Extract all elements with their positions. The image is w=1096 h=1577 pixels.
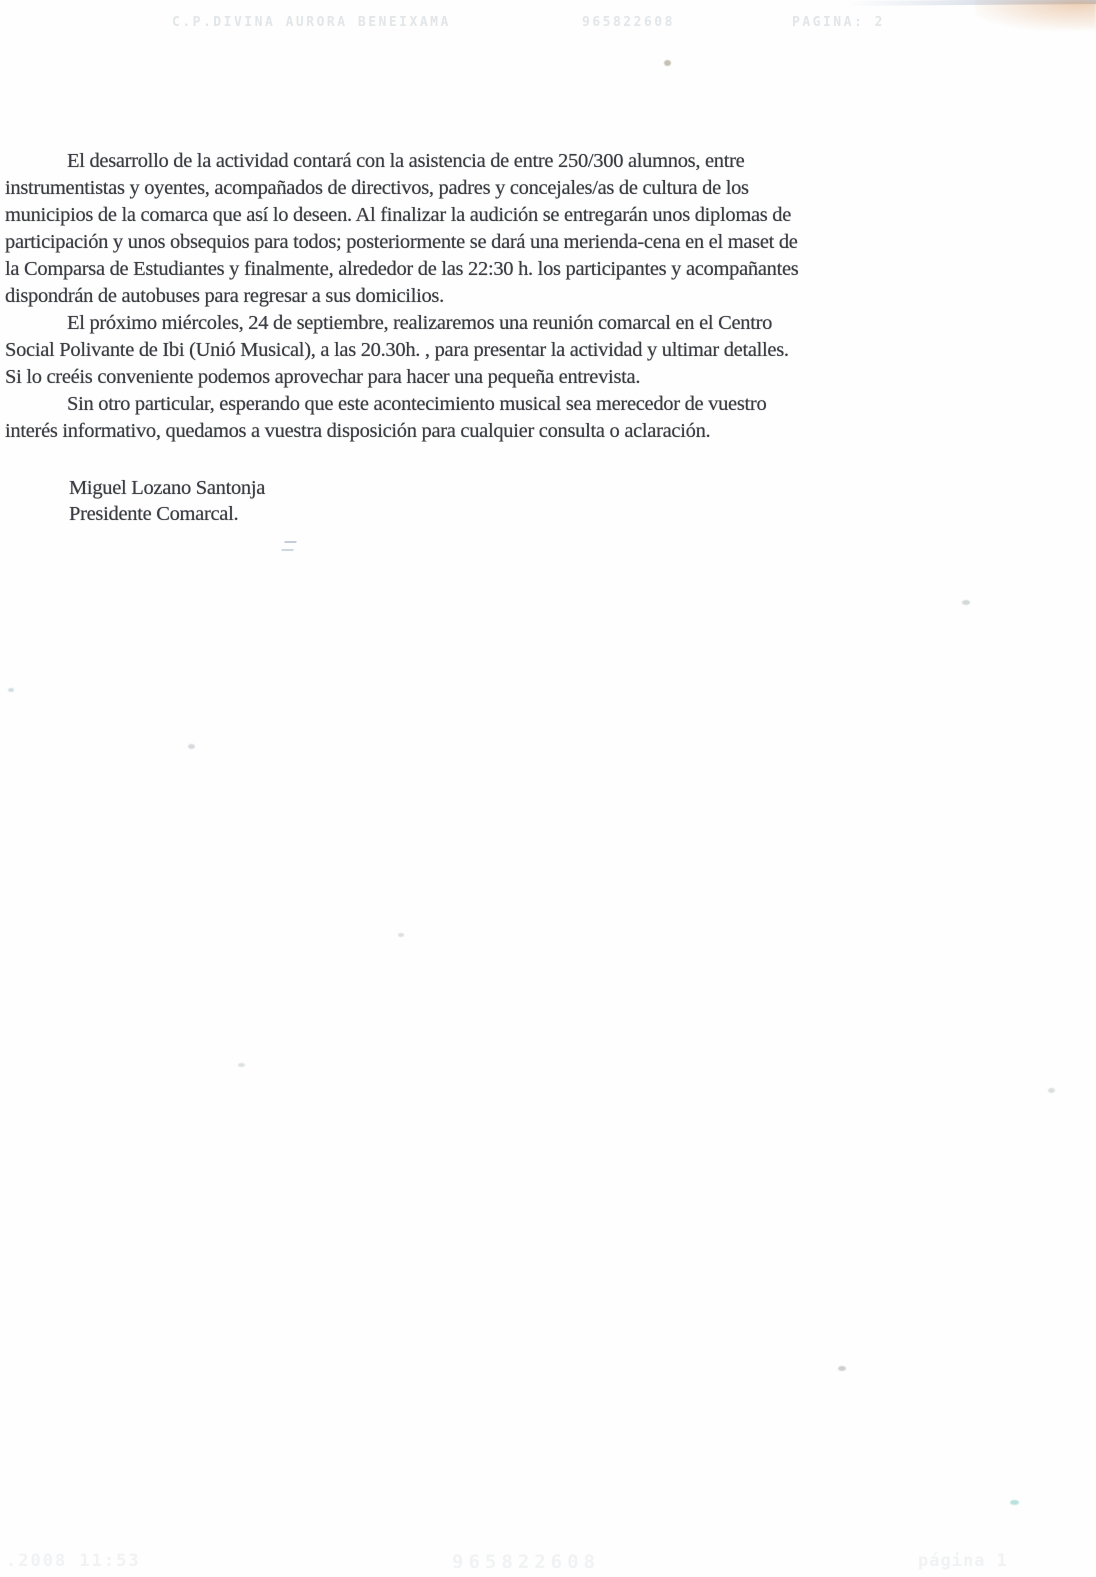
scan-speck — [962, 600, 970, 605]
footer-page-number: página 1 — [918, 1551, 1008, 1571]
scan-speck — [838, 1366, 846, 1371]
scan-speck — [8, 688, 14, 692]
scan-speck — [238, 1063, 245, 1067]
signature-name: Miguel Lozano Santonja — [69, 477, 266, 499]
scan-speck — [1048, 1088, 1055, 1093]
letter-paragraph: Sin otro particular, esperando que este acontecimiento musical sea merecedor de vuestro interés informativo, quedamos a vuestra disposición para cualquier consulta o aclaración. — [5, 393, 767, 442]
signature-block — [5, 475, 805, 527]
scan-speck — [398, 933, 404, 937]
fax-sender-name: C.P.DIVINA AURORA BENEIXAMA — [172, 15, 451, 30]
footer-phone-number: 965822608 — [452, 1551, 600, 1573]
fax-page-number: PAGINA: 2 — [792, 15, 885, 30]
scan-speck — [188, 744, 195, 749]
scan-speck — [281, 541, 297, 551]
signature-title: Presidente Comarcal. — [69, 503, 239, 525]
letter-paragraph: El desarrollo de la actividad contará con la asistencia de entre 250/300 alumnos, entre instrumentistas y oyentes, acompañados de directivos, padres y concejales/as de cultura de los municipios de la comarca que así lo deseen. Al finalizar la audición se entregarán unos diplomas de participación y unos obsequios para todos; posteriormente se dará una merienda-cena en el maset de la Comparsa de Estudiantes y finalmente, alrededor de las 22:30 h. los participantes y acompañantes dispondrán de autobuses para regresar a sus domicilios. — [5, 150, 799, 307]
scan-speck — [664, 60, 671, 66]
scan-speck — [1010, 1500, 1019, 1505]
fax-phone-number: 965822608 — [582, 15, 675, 30]
letter-body — [5, 148, 805, 527]
letter-paragraph: El próximo miércoles, 24 de septiembre, realizaremos una reunión comarcal en el Centro Social Polivante de Ibi (Unió Musical), a las 20.30h. , para presentar la actividad y ultimar detalles. Si lo creéis conveniente podemos aprovechar para hacer una pequeña entrevista. — [5, 312, 789, 388]
fax-header — [0, 15, 1096, 35]
scan-corner-smudge — [975, 0, 1096, 30]
fax-footer — [0, 1551, 1096, 1573]
footer-timestamp: .2008 11:53 — [6, 1551, 141, 1571]
